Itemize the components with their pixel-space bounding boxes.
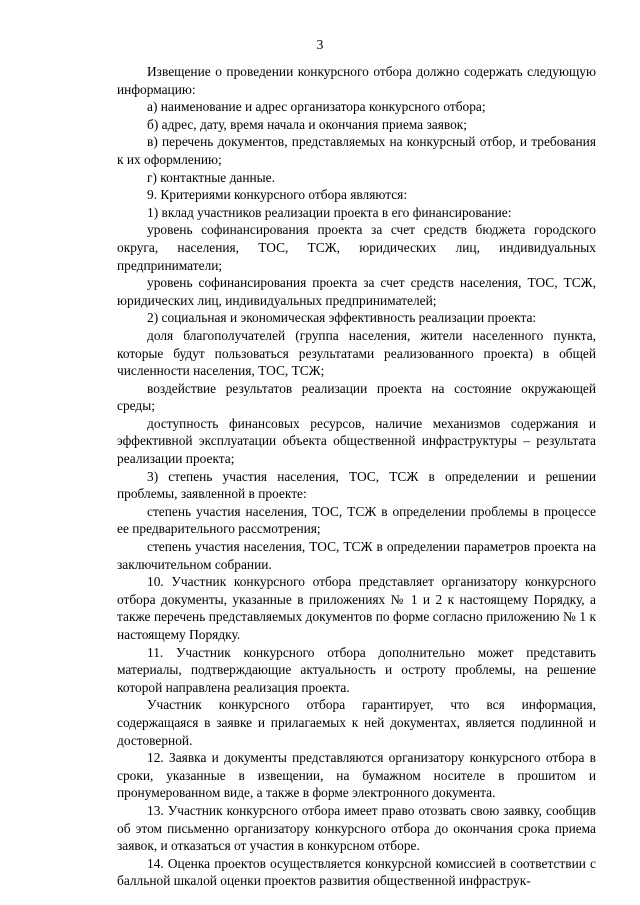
paragraph: доступность финансовых ресурсов, наличие механизмов содержания и эффективной эксплуатации объекта общественной инфраструктуры – результата реализации проекта; [117, 415, 596, 467]
paragraph: в) перечень документов, представляемых на конкурсный отбор, и требования к их оформлению; [117, 134, 596, 167]
paragraph: Участник конкурсного отбора гарантирует, что вся информация, содержащаяся в заявке и прилагаемых к ней документах, является подлинной и достоверной. [117, 697, 596, 748]
paragraph: 3) степень участия населения, ТОС, ТСЖ в определении и решении проблемы, заявленной в проекте: [117, 468, 596, 502]
paragraph: степень участия населения, ТОС, ТСЖ в определении проблемы в процессе ее предварительного рассмотрения; [117, 503, 596, 537]
paragraph: Извещение о проведении конкурсного отбора должно содержать следующую информацию: [117, 64, 596, 97]
paragraph: уровень софинансирования проекта за счет средств бюджета городского округа, населения, ТОС, ТСЖ, юридических лиц, индивидуальных предприниматели; [117, 222, 596, 273]
paragraph: а) наименование и адрес организатора конкурсного отбора; [147, 99, 486, 115]
paragraph: уровень софинансирования проекта за счет средств населения, ТОС, ТСЖ, юридических лиц, индивидуальных предпринимателей; [117, 275, 596, 308]
paragraph: 14. Оценка проектов осуществляется конкурсной комиссией в соответствии с балльной шкалой оценки проектов развития общественной инфраструк- [117, 855, 596, 889]
paragraph: 11. Участник конкурсного отбора дополнительно может представить материалы, подтверждающие актуальность и остроту проблемы, на решение которой направлена реализация проекта. [117, 644, 596, 695]
paragraph: 2) социальная и экономическая эффективность реализации проекта: [147, 310, 537, 326]
paragraph: 10. Участник конкурсного отбора представляет организатору конкурсного отбора документы, указанные в приложениях № 1 и 2 к настоящему Порядку, а также перечень представляемых документов по форме согласно приложению № 1 к настоящему Порядку. [117, 574, 596, 642]
paragraph: б) адрес, дату, время начала и окончания приема заявок; [147, 116, 468, 132]
paragraph: 13. Участник конкурсного отбора имеет право отозвать свою заявку, сообщив об этом письменно организатору конкурсного отбора до окончания срока приема заявок, и отказаться от участия в конкурсном отборе. [117, 802, 596, 854]
paragraph: степень участия населения, ТОС, ТСЖ в определении параметров проекта на заключительном собрании. [117, 539, 596, 572]
body-text [117, 63, 596, 890]
paragraph: доля благополучателей (группа населения, жители населенного пункта, которые будут пользоваться результатами реализованного проекта) в общей численности населения, ТОС, ТСЖ; [117, 327, 596, 379]
paragraph: воздействие результатов реализации проекта на состояние окружающей среды; [117, 380, 596, 414]
paragraph: 9. Критериями конкурсного отбора являются: [147, 187, 408, 203]
page-number: 3 [316, 37, 324, 52]
paragraph: 1) вклад участников реализации проекта в его финансирование: [147, 204, 512, 220]
paragraph: г) контактные данные. [147, 169, 275, 185]
paragraph: 12. Заявка и документы представляются организатору конкурсного отбора в сроки, указанные в извещении, на бумажном носителе в прошитом и пронумерованном виде, а также в форме электронного документа. [117, 750, 596, 801]
